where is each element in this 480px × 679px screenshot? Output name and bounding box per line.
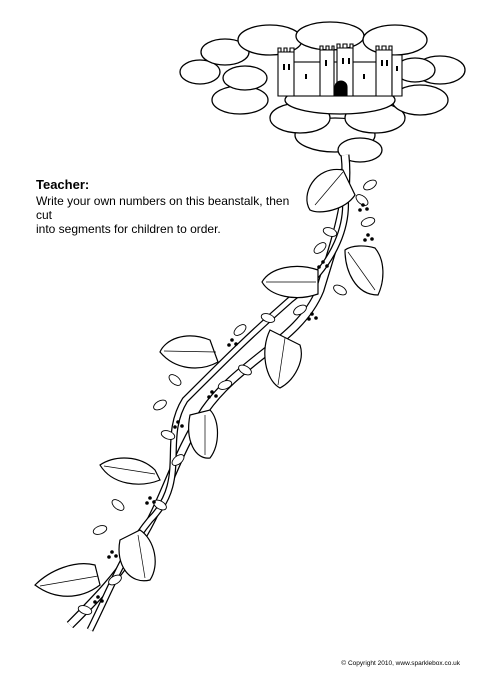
cloud-puff [363, 25, 427, 55]
castle-gate [335, 81, 347, 96]
castle-tower [278, 48, 294, 96]
instruction-text [36, 194, 296, 236]
cloud-puff [223, 66, 267, 90]
castle [278, 44, 402, 96]
castle-tower [376, 46, 392, 96]
instruction-line: Write your own numbers on this beanstalk, then cut [36, 194, 290, 222]
copyright-text: Copyright 2010, www.sparklebox.co.uk [347, 660, 460, 667]
copyright-footer [341, 660, 460, 667]
instruction-line: into segments for children to order. [36, 222, 221, 236]
cloud-puff [296, 22, 364, 50]
castle-tower [392, 55, 402, 96]
copyright-symbol: © [341, 660, 346, 667]
teacher-instructions [36, 177, 296, 236]
castle-tower [320, 46, 334, 96]
instruction-title: Teacher: [36, 177, 90, 192]
